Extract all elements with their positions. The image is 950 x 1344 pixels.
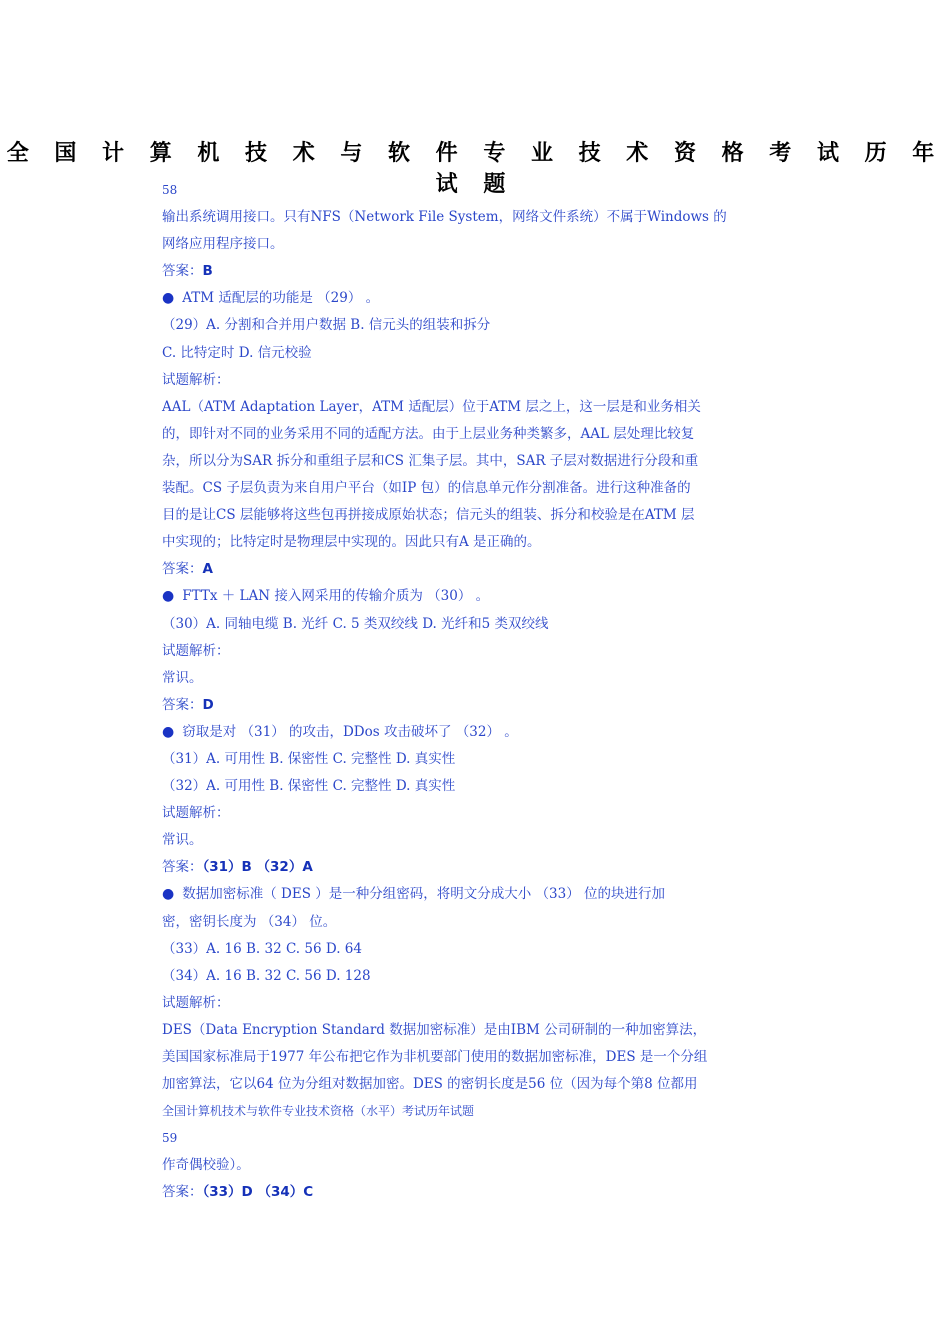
question-text: 窃取是对 （31） 的攻击，DDos 攻击破坏了 （32） 。 [182, 723, 518, 740]
option-line: （34）A. 16 B. 32 C. 56 D. 128 [162, 967, 371, 984]
explanation-line: 常识。 [162, 669, 203, 686]
text-line: 网络应用程序接口。 [162, 236, 284, 253]
bullet-icon: ● [162, 723, 175, 740]
answer-value: D [202, 696, 214, 713]
running-title: 全国计算机技术与软件专业技术资格（水平）考试历年试题 [162, 1104, 475, 1119]
question-line [162, 719, 802, 746]
question-text: ATM 适配层的功能是 （29） 。 [182, 290, 380, 307]
answer-label: 答案： [162, 263, 203, 280]
text-line: 输出系统调用接口。只有NFS（Network File System，网络文件系统）不属于Windows 的 [162, 209, 727, 226]
bullet-icon: ● [162, 290, 175, 307]
answer-label: 答案： [162, 859, 203, 876]
analysis-heading: 试题解析： [162, 994, 230, 1011]
page-number: 59 [162, 1131, 178, 1146]
question-text: 数据加密标准（ DES ）是一种分组密码，将明文分成大小 （33） 位的块进行加 [182, 886, 665, 903]
answer-line [162, 692, 802, 719]
page-title: 全 国 计 算 机 技 术 与 软 件 专 业 技 术 资 格 考 试 历 年 试 题 [6, 141, 944, 197]
question-line [162, 881, 802, 908]
answer-value: B [202, 263, 213, 280]
answer-line [162, 556, 802, 583]
option-line: （33）A. 16 B. 32 C. 56 D. 64 [162, 940, 362, 957]
option-line: （32）A. 可用性 B. 保密性 C. 完整性 D. 真实性 [162, 778, 456, 795]
analysis-heading: 试题解析： [162, 642, 230, 659]
option-line: （29）A. 分割和合并用户数据 B. 信元头的组装和拆分 [162, 317, 491, 334]
question-line-cont: 密，密钥长度为 （34） 位。 [162, 913, 337, 930]
answer-label: 答案： [162, 561, 203, 578]
question-line [162, 583, 802, 610]
answer-label: 答案： [162, 696, 203, 713]
explanation-line: 作奇偶校验）。 [162, 1157, 250, 1174]
option-line: C. 比特定时 D. 信元校验 [162, 344, 312, 361]
explanation-line: 装配。CS 子层负责为来自用户平台（如IP 包）的信息单元作分割准备。进行这种准备的 [162, 480, 691, 497]
answer-line [162, 854, 802, 881]
explanation-line: AAL（ATM Adaptation Layer，ATM 适配层）位于ATM 层之上，这一层是和业务相关 [162, 398, 701, 415]
question-line [162, 285, 802, 312]
answer-line [162, 1179, 802, 1206]
analysis-heading: 试题解析： [162, 371, 230, 388]
bullet-icon: ● [162, 886, 175, 903]
analysis-heading: 试题解析： [162, 805, 230, 822]
bullet-icon: ● [162, 588, 175, 605]
explanation-line: 加密算法，它以64 位为分组对数据加密。DES 的密钥长度是56 位（因为每个第8 位都用 [162, 1076, 698, 1093]
option-line: （31）A. 可用性 B. 保密性 C. 完整性 D. 真实性 [162, 750, 456, 767]
explanation-line: 目的是让CS 层能够将这些包再拼接成原始状态；信元头的组装、拆分和校验是在ATM 层 [162, 507, 695, 524]
page-number: 58 [162, 183, 178, 197]
explanation-line: 常识。 [162, 832, 203, 849]
explanation-line: DES（Data Encryption Standard 数据加密标准）是由IBM 公司研制的一种加密算法， [162, 1021, 707, 1038]
answer-label: 答案： [162, 1184, 203, 1201]
answer-line [162, 258, 802, 285]
explanation-line: 中实现的；比特定时是物理层中实现的。因此只有A 是正确的。 [162, 534, 541, 551]
answer-value: （33）D （34）C [202, 1184, 314, 1201]
explanation-line: 美国国家标准局于1977 年公布把它作为非机要部门使用的数据加密标准，DES 是一个分组 [162, 1049, 708, 1065]
explanation-line: 的，即针对不同的业务采用不同的适配方法。由于上层业务种类繁多，AAL 层处理比较复 [162, 425, 695, 442]
explanation-line: 杂，所以分为SAR 拆分和重组子层和CS 汇集子层。其中，SAR 子层对数据进行分段和重 [162, 452, 699, 469]
option-line: （30）A. 同轴电缆 B. 光纤 C. 5 类双绞线 D. 光纤和5 类双绞线 [162, 615, 549, 632]
question-text: FTTx ＋ LAN 接入网采用的传输介质为 （30） 。 [182, 588, 490, 605]
answer-value: （31）B （32）A [202, 859, 313, 876]
document-body [162, 177, 802, 1207]
answer-value: A [202, 561, 213, 578]
